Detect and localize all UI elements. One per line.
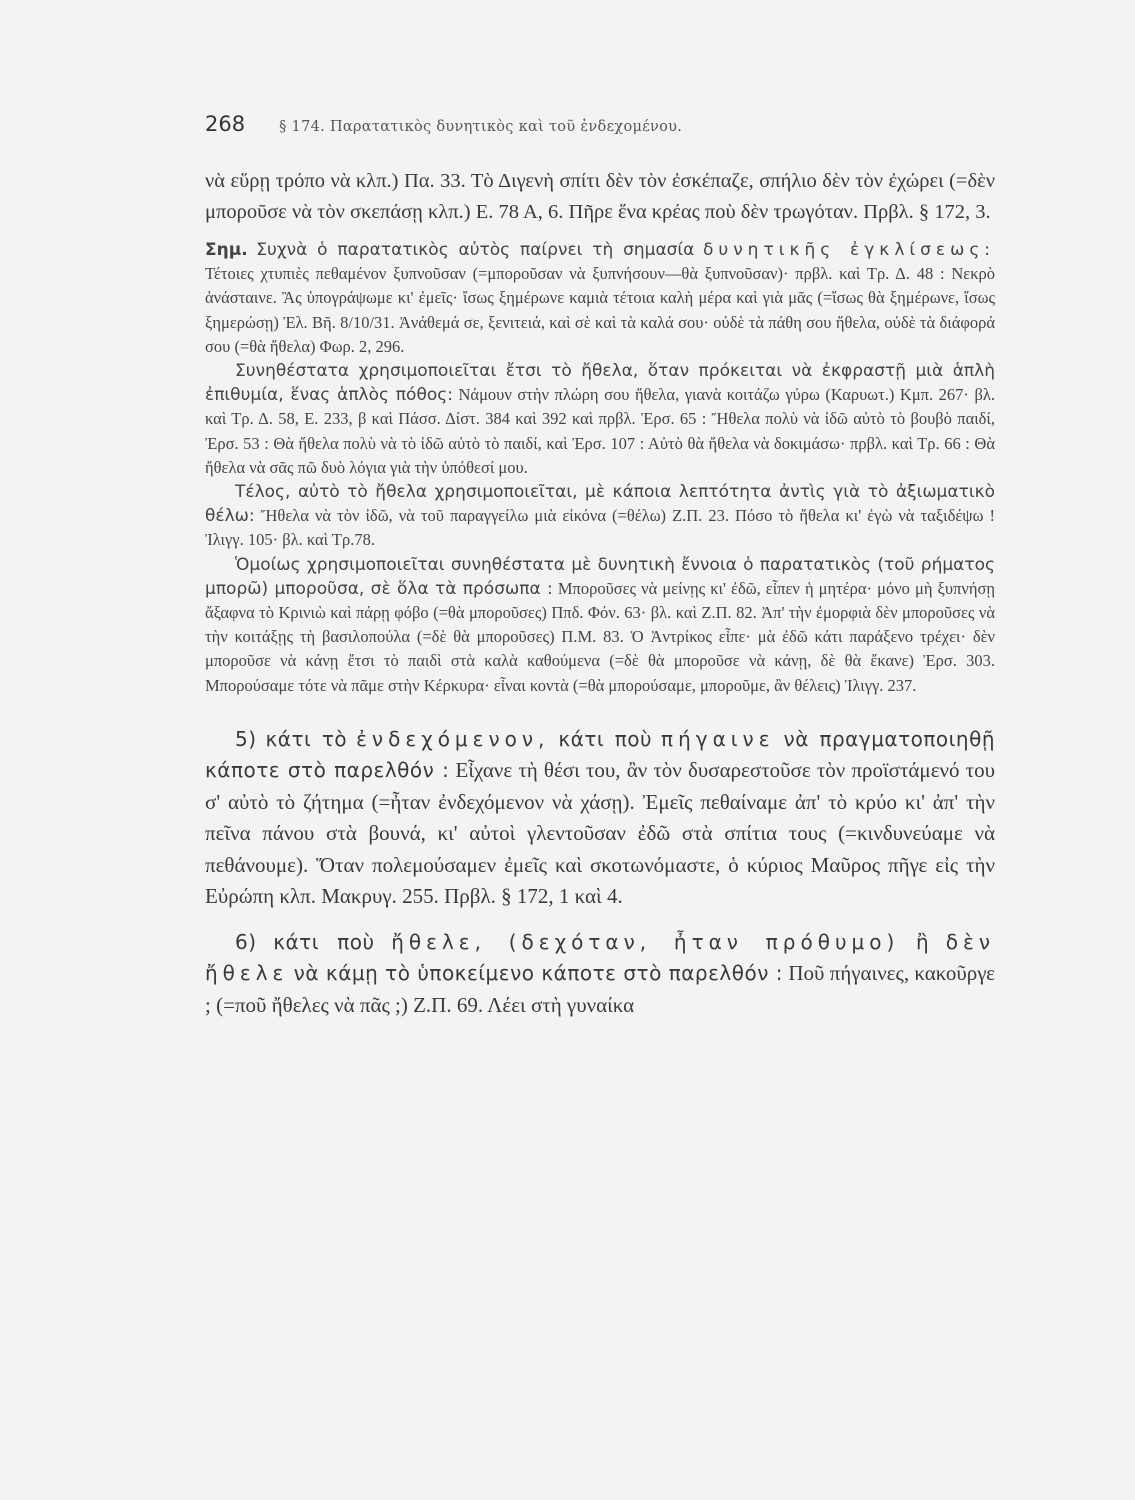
section-5-body: Εἶχανε τὴ θέσι του, ἂν τὸν δυσαρεστοῦσε τὸν προϊστάμενό του σ' αὐτὸ τὸ ζήτημα (=ἦταν ἐνδεχόμενον νὰ χάσῃ). Ἐμεῖς πεθαίναμε ἀπ' τὸ κρύο κι' ἀπ' τὴν πεῖνα πάνου στὰ βουνά, κι' αὐτοὶ γλεντοῦσαν ἐδῶ στὰ σπίτια τους (=κινδυνεύαμε νὰ πεθάνουμε). Ὅταν πολεμούσαμεν ἐμεῖς καὶ σκοτωνόμαστε, ὁ κύριος Μαῦρος πῆγε εἰς τὴν Εὐρώπη κλπ. Μακρυγ. 255. Πρβλ. § 172, 1 καὶ 4. [205, 758, 996, 909]
section-6-body: Ποῦ πήγαινες, κακοῦργε ; (=ποῦ ἤθελες νὰ πᾶς ;) Ζ.Π. 69. Λέει στὴ γυναίκα [205, 961, 995, 1017]
section-5-spaced-term: ἐνδεχόμενον, [356, 726, 550, 751]
note-paragraph-3-rest: Ἤθελα νὰ τὸν ἰδῶ, νὰ τοῦ παραγγείλω μιὰ εἰκόνα (=θέλω) Ζ.Π. 23. Πόσο τὸ ἤθελα κι' ἐγὼ νὰ ταξιδέψω ! Ἰλιγγ. 105· βλ. καὶ Τρ.78. [205, 506, 995, 550]
section-6-mid: ἢ [915, 929, 930, 954]
note-lead-text: Συχνὰ ὁ παρατατικὸς αὐτὸς παίρνει τὴ σημασία [256, 240, 695, 260]
note-paragraph-4 [205, 553, 995, 698]
note-block [205, 238, 995, 698]
note-paragraph-3 [205, 480, 995, 553]
note-label: Σημ. [205, 240, 248, 260]
section-5-number: 5) [235, 726, 257, 751]
note-paragraph-4-rest: Μποροῦσες νὰ μείνῃς κι' ἐδῶ, εἶπεν ἡ μητέρα· μόνο μὴ ξυπνήσῃ ἄξαφνα τὸ Κρινιὼ καὶ πάρῃ φόβο (=θὰ μποροῦσες) Ππδ. Φόν. 63· βλ. καὶ Ζ.Π. 82. Ἀπ' τὴν ἐμορφιὰ δὲν μποροῦσες νὰ τὴν κοιτάξῃς τὴ βασιλοπούλα (=δὲ θὰ μποροῦσες) Π.Μ. 83. Ὁ Ἀντρίκος εἶπε· μὰ ἐδῶ κάτι παράξενο τρέχει· δὲν μποροῦσε νὰ κάνῃ ἔτσι τὸ παιδὶ στὰ καλὰ καθούμενα (=δὲ θὰ μποροῦσε νὰ κάνῃ, δὲ θὰ ἔκανε) Ἐρσ. 303. Μπορούσαμε τότε νὰ πᾶμε στὴν Κέρκυρα· εἶναι κοντὰ (=θὰ μπορούσαμε, μποροῦμε, ἂν θέλεις) Ἰλιγγ. 237. [205, 578, 996, 695]
note-paragraph-1 [205, 238, 995, 359]
section-6-spaced-term: ἤθελε, (δεχόταν, ἦταν πρόθυμο) [391, 929, 900, 954]
page-number: 268 [205, 112, 246, 136]
section-6-number: 6) [235, 929, 257, 954]
note-paragraph-1-rest: Τέτοιες χτυπιὲς πεθαμένον ξυπνοῦσαν (=μποροῦσαν νὰ ξυπνήσουν—θὰ ξυπνοῦσαν)· πρβλ. καὶ Τρ. Δ. 48 : Νεκρὸ ἀνάσταινε. Ἂς ὑπογράψωμε κι' ἐμεῖς· ἴσως ξημέρωνε καμιὰ τέτοια καλὴ μέρα καὶ γιὰ μᾶς (=ἴσως θὰ ξημέρωνε, ἴσως ξημερώσῃ) Ἐλ. Βῆ. 8/10/31. Ἀνάθεμά σε, ξενιτειά, καὶ σὲ καὶ τὰ καλά σου· οὐδὲ τὰ πάθη σου ἤθελα, οὐδὲ τὰ διάφορά σου (=θὰ ἤθελα) Φωρ. 2, 296. [205, 264, 995, 356]
section-6 [205, 927, 995, 1022]
section-6-lead: κάτι ποὺ [273, 929, 375, 954]
section-5 [205, 724, 995, 913]
note-paragraph-2 [205, 359, 995, 480]
page-header [205, 112, 995, 152]
running-head: § 174. Παρατατικὸς δυνητικὸς καὶ τοῦ ἐνδεχομένου. [279, 119, 683, 135]
note-paragraph-2-lead: Συνηθέστατα χρησιμοποιεῖται ἔτσι τὸ ἤθελα, ὅταν πρόκειται νὰ ἐκφραστῇ μιὰ ἁπλὴ ἐπιθυμία, ἕνας ἁπλὸς πόθος: [205, 361, 995, 406]
book-page [205, 112, 995, 1472]
note-spaced-term: δυνητικῆς ἐγκλίσεως: [702, 240, 996, 260]
intro-paragraph: νὰ εὕρῃ τρόπο νὰ κλπ.) Πα. 33. Τὸ Διγενὴ σπίτι δὲν τὸν ἐσκέπαζε, σπήλιο δὲν τὸν ἐχώρει (=δὲν μποροῦσε νὰ τὸν σκεπάσῃ κλπ.) Ε. 78 Α, 6. Πῆρε ἕνα κρέας ποὺ δὲν τρωγόταν. Πρβλ. § 172, 3. [205, 170, 995, 223]
note-paragraph-3-lead: Τέλος, αὐτὸ τὸ ἤθελα χρησιμοποιεῖται, μὲ κάποια λεπτότητα ἀντὶς γιὰ τὸ ἀξιωματικὸ θέλω: [205, 482, 995, 527]
section-6-tail: νὰ κάμῃ τὸ ὑποκείμενο κάποτε στὸ παρελθόν : [293, 961, 784, 986]
section-5-lead: κάτι τὸ [265, 726, 348, 751]
section-5-spaced-verb: πήγαινε [661, 726, 775, 751]
section-5-tail: νὰ πραγματοποιηθῇ κάποτε στὸ παρελθόν : [205, 726, 996, 783]
note-paragraph-2-rest: Νάμουν στὴν πλώρη σου ἤθελα, γιανὰ κοιτάζω γύρω (Καρυωτ.) Κμπ. 267· βλ. καὶ Τρ. Δ. 58, Ε. 233, β καὶ Πάσσ. Δίστ. 384 καὶ 392 καὶ πρβλ. Ἐρσ. 65 : Ἤθελα πολὺ νὰ ἰδῶ αὐτὸ τὸ βουβὸ παιδί, Ἐρσ. 53 : Θὰ ἤθελα πολὺ νὰ τὸ ἰδῶ αὐτὸ τὸ παιδί, καὶ Ἐρσ. 107 : Αὐτὸ θὰ ἤθελα νὰ δοκιμάσω· πρβλ. καὶ Τρ. 66 : Θὰ ἤθελα νὰ σᾶς πῶ δυὸ λόγια γιὰ τὴν ὑπόθεσί μου. [205, 385, 995, 477]
note-paragraph-4-lead: Ὁμοίως χρησιμοποιεῖται συνηθέστατα μὲ δυνητικὴ ἔννοια ὁ παρατατικὸς (τοῦ ρήματος μπορῶ) μποροῦσα, σὲ ὅλα τὰ πρόσωπα : [205, 554, 995, 599]
section-5-mid: κάτι ποὺ [558, 726, 653, 751]
section-6-spaced-verb: δὲν ἤθελε [205, 929, 995, 986]
